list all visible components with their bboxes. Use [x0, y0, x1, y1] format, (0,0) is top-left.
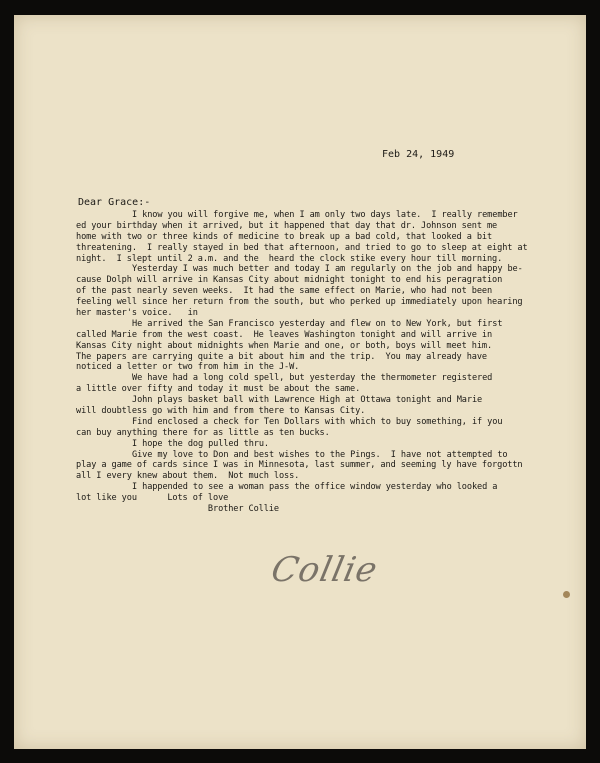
- letter-line: Yesterday I was much better and today I am regularly on the job and happy be-: [132, 264, 523, 275]
- letter-line: will doubtless go with him and from there to Kansas City.: [76, 406, 366, 417]
- letter-line: ed your birthday when it arrived, but it happened that day that dr. Johnson sent me: [76, 220, 498, 231]
- letter-line: can buy anything there for as little as ten bucks.: [76, 427, 330, 438]
- letter-body: [76, 210, 528, 515]
- letter-paper: [14, 15, 586, 749]
- letter-date: Feb 24, 1949: [382, 149, 455, 160]
- letter-line: cause Dolph will arrive in Kansas City about midnight tonight to end his peragration: [76, 275, 503, 286]
- letter-line: lot like you Lots of love: [76, 493, 229, 504]
- letter-line: John plays basket ball with Lawrence High at Ottawa tonight and Marie: [132, 395, 483, 406]
- letter-line: home with two or three kinds of medicine to break up a bad cold, that looked a bit: [76, 231, 493, 242]
- letter-line: Kansas City night about midnights when Marie and one, or both, boys will meet him.: [76, 340, 493, 351]
- letter-line: of the past nearly seven weeks. It had the same effect on Marie, who had not been: [76, 286, 493, 297]
- letter-line: We have had a long cold spell, but yesterday the thermometer registered: [132, 373, 493, 384]
- handwritten-signature: Collie: [267, 550, 382, 590]
- letter-line: threatening. I really stayed in bed that afternoon, and tried to go to sleep at eight at: [76, 242, 528, 253]
- letter-line: play a game of cards since I was in Minnesota, last summer, and seeming ly have forgottn: [76, 460, 523, 471]
- letter-line: Brother Collie: [76, 504, 279, 515]
- letter-line: Give my love to Don and best wishes to the Pings. I have not attempted to: [132, 449, 508, 460]
- letter-line: The papers are carrying quite a bit about him and the trip. You may already have: [76, 351, 487, 362]
- letter-line: I know you will forgive me, when I am only two days late. I really remember: [132, 210, 518, 220]
- paper-stain: [563, 591, 570, 598]
- letter-line: a little over fifty and today it must be about the same.: [76, 384, 361, 395]
- salutation: Dear Grace:-: [78, 197, 151, 208]
- letter-line: He arrived the San Francisco yesterday and flew on to New York, but first: [132, 318, 503, 329]
- letter-line: I happended to see a woman pass the office window yesterday who looked a: [132, 482, 498, 493]
- letter-line: Find enclosed a check for Ten Dollars with which to buy something, if you: [132, 416, 503, 427]
- letter-line: all I every knew about them. Not much loss.: [76, 471, 300, 482]
- letter-line: noticed a letter or two from him in the J-W.: [76, 362, 300, 373]
- letter-line: called Marie from the west coast. He leaves Washington tonight and will arrive in: [76, 329, 493, 340]
- letter-line: night. I slept until 2 a.m. and the heard the clock stike every hour till morning.: [76, 253, 503, 264]
- letter-line: her master's voice. in: [76, 308, 198, 319]
- letter-line: feeling well since her return from the south, but who perked up immediately upon hearing: [76, 297, 523, 308]
- letter-line: I hope the dog pulled thru.: [132, 438, 269, 449]
